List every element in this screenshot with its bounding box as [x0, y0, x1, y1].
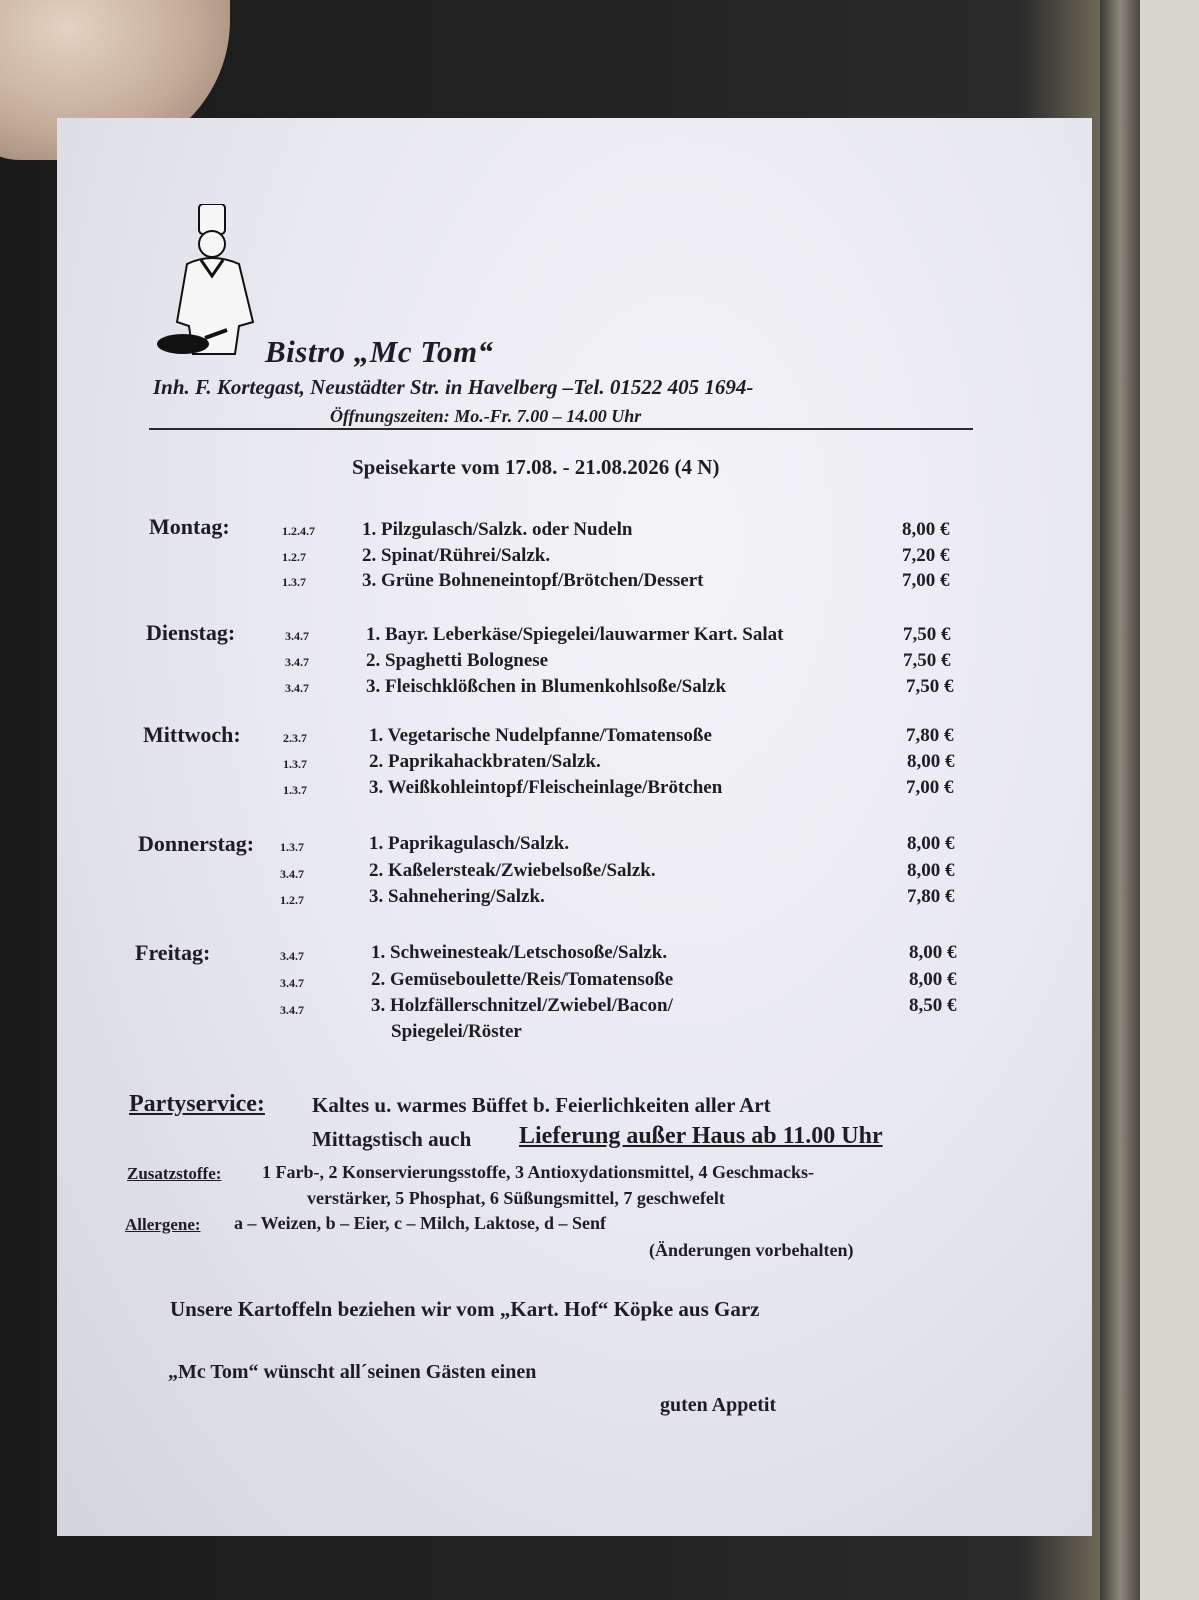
- additives-text: 1 Farb-, 2 Konservierungsstoffe, 3 Antioxydationsmittel, 4 Geschmacks-: [262, 1162, 814, 1182]
- dish-name: 3. Sahnehering/Salzk.: [369, 886, 545, 907]
- allergen-code: 3.4.7: [280, 1003, 304, 1017]
- greeting-appetit: guten Appetit: [660, 1394, 777, 1416]
- dish-price: 7,80 €: [906, 725, 954, 746]
- allergen-code: 1.3.7: [283, 783, 307, 797]
- delivery-text: Lieferung außer Haus ab 11.00 Uhr: [519, 1123, 883, 1149]
- allergen-code: 2.3.7: [283, 731, 307, 745]
- owner-address-line: Inh. F. Kortegast, Neustädter Str. in Havelberg –Tel. 01522 405 1694-: [153, 375, 754, 399]
- dish-name: 2. Gemüseboulette/Reis/Tomatensoße: [371, 969, 674, 990]
- dish-price: 7,20 €: [902, 545, 950, 566]
- dish-price: 8,00 €: [907, 860, 955, 881]
- dish-price: 8,00 €: [909, 942, 957, 963]
- potatoes-supplier-text: Unsere Kartoffeln beziehen wir vom „Kart. Hof“ Köpke aus Garz: [170, 1297, 760, 1321]
- allergen-code: 1.3.7: [283, 757, 307, 771]
- greeting-text: „Mc Tom“ wünscht all´seinen Gästen einen: [168, 1361, 537, 1383]
- dish-name: 3. Grüne Bohneneintopf/Brötchen/Dessert: [362, 570, 704, 591]
- dish-name: 1. Pilzgulasch/Salzk. oder Nudeln: [362, 519, 633, 540]
- dish-price: 8,00 €: [902, 519, 950, 540]
- lunch-text: Mittagstisch auch: [312, 1127, 472, 1151]
- allergen-code: 1.2.4.7: [282, 524, 315, 538]
- dish-price: 7,50 €: [903, 650, 951, 671]
- allergen-code: 1.2.7: [282, 550, 306, 564]
- dish-name: 1. Schweinesteak/Letschosoße/Salzk.: [371, 942, 668, 963]
- party-service-label: Partyservice:: [129, 1091, 265, 1117]
- dish-price: 7,80 €: [907, 886, 955, 907]
- day-label-wednesday: Mittwoch:: [143, 722, 241, 747]
- bistro-title: Bistro „Mc Tom“: [265, 334, 494, 369]
- day-label-thursday: Donnerstag:: [138, 831, 255, 856]
- dish-price: 8,00 €: [907, 833, 955, 854]
- dish-price: 7,00 €: [906, 777, 954, 798]
- menu-photo: [57, 118, 1092, 1536]
- allergen-code: 3.4.7: [285, 629, 309, 643]
- dish-name: 2. Paprikahackbraten/Salzk.: [369, 751, 601, 772]
- dish-price: 7,50 €: [903, 624, 951, 645]
- allergen-code: 3.4.7: [285, 681, 309, 695]
- day-label-friday: Freitag:: [135, 940, 211, 965]
- opening-hours: Öffnungszeiten: Mo.-Fr. 7.00 – 14.00 Uhr: [330, 406, 642, 426]
- day-label-monday: Montag:: [149, 514, 230, 539]
- dish-name: 3. Fleischklößchen in Blumenkohlsoße/Salzk: [366, 676, 727, 697]
- allergen-code: 3.4.7: [280, 976, 304, 990]
- additives-text-continued: verstärker, 5 Phosphat, 6 Süßungsmittel, 7 geschwefelt: [307, 1188, 725, 1208]
- allergens-label: Allergene:: [125, 1215, 201, 1234]
- dish-name: 3. Weißkohleintopf/Fleischeinlage/Brötchen: [369, 777, 723, 798]
- chef-logo-icon: [157, 204, 267, 364]
- background-notepad: [1140, 0, 1199, 1600]
- dish-name-continued: Spiegelei/Röster: [391, 1021, 522, 1042]
- party-service-text: Kaltes u. warmes Büffet b. Feierlichkeiten aller Art: [312, 1093, 771, 1117]
- allergen-code: 1.3.7: [282, 575, 306, 589]
- additives-label: Zusatzstoffe:: [127, 1164, 222, 1183]
- dish-name: 1. Bayr. Leberkäse/Spiegelei/lauwarmer Kart. Salat: [366, 624, 784, 645]
- dish-price: 8,50 €: [909, 995, 957, 1016]
- allergen-code: 1.3.7: [280, 840, 304, 854]
- header-divider: [149, 428, 973, 430]
- dish-name: 2. Spinat/Rührei/Salzk.: [362, 545, 551, 566]
- dish-price: 7,00 €: [902, 570, 950, 591]
- allergen-code: 3.4.7: [280, 867, 304, 881]
- dish-price: 8,00 €: [907, 751, 955, 772]
- dish-name: 3. Holzfällerschnitzel/Zwiebel/Bacon/: [371, 995, 673, 1016]
- dish-price: 8,00 €: [909, 969, 957, 990]
- allergen-code: 3.4.7: [280, 949, 304, 963]
- day-label-tuesday: Dienstag:: [146, 620, 236, 645]
- dish-name: 2. Spaghetti Bolognese: [366, 650, 549, 671]
- allergen-code: 3.4.7: [285, 655, 309, 669]
- menu-title: Speisekarte vom 17.08. - 21.08.2026 (4 N): [352, 455, 720, 479]
- dish-name: 2. Kaßelersteak/Zwiebelsoße/Salzk.: [369, 860, 656, 881]
- changes-note: (Änderungen vorbehalten): [649, 1240, 854, 1260]
- allergen-code: 1.2.7: [280, 893, 304, 907]
- dish-name: 1. Vegetarische Nudelpfanne/Tomatensoße: [369, 725, 712, 746]
- dish-name: 1. Paprikagulasch/Salzk.: [369, 833, 570, 854]
- allergens-text: a – Weizen, b – Eier, c – Milch, Laktose, d – Senf: [234, 1213, 607, 1233]
- dish-price: 7,50 €: [906, 676, 954, 697]
- phone-edge: [1100, 0, 1140, 1600]
